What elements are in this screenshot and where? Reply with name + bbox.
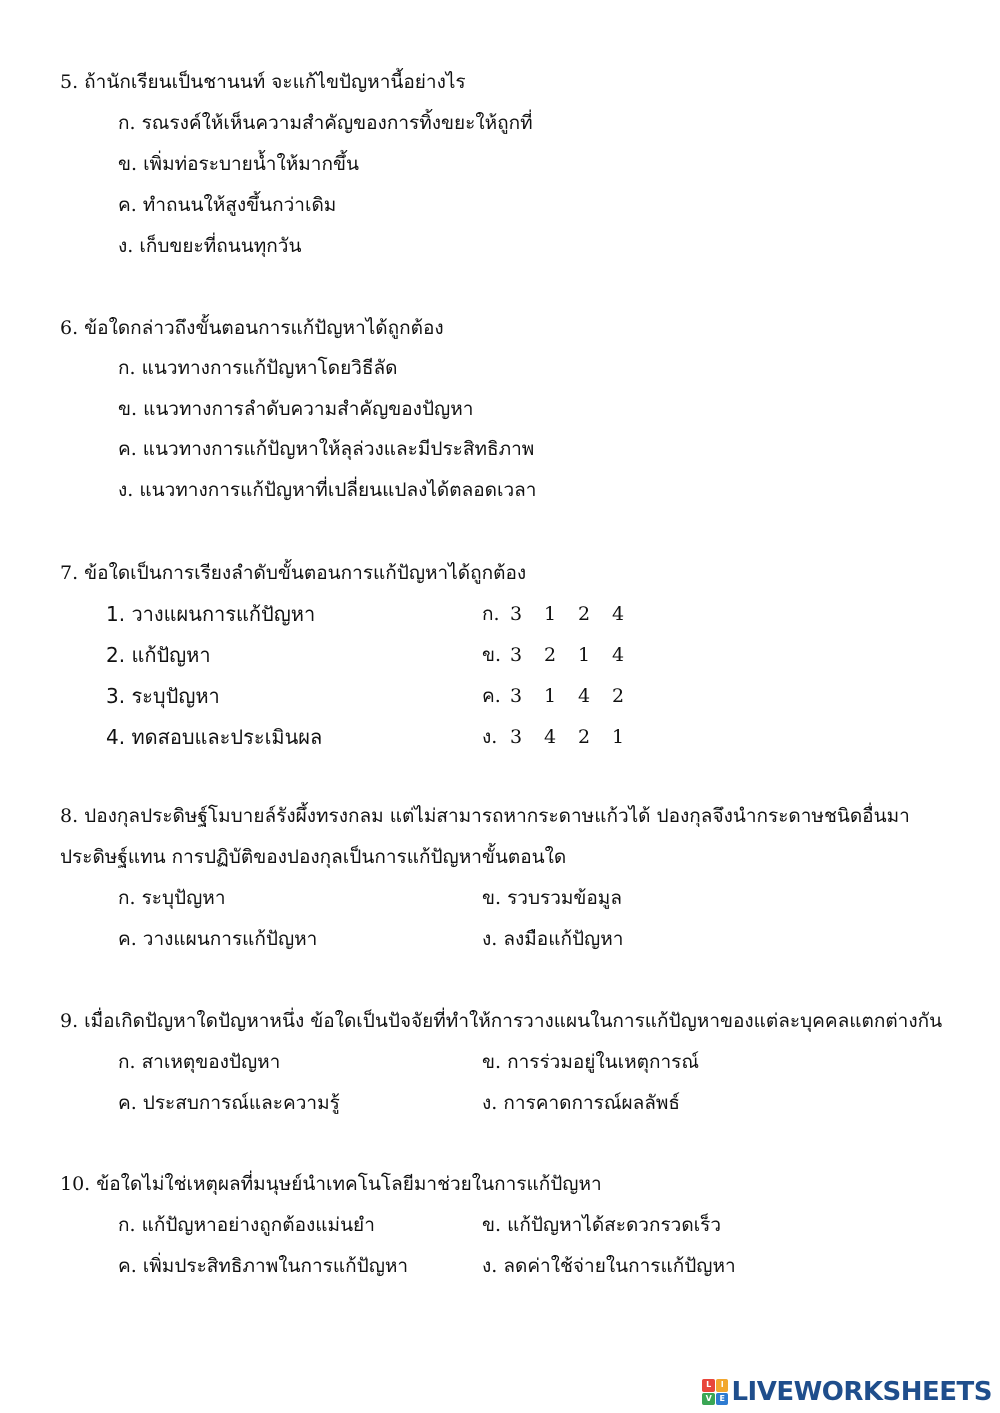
seq-value: 1 (612, 726, 625, 748)
q10-option-d: ง. ลดค่าใช้จ่ายในการแก้ปัญหา (482, 1255, 736, 1277)
seq-value: 4 (612, 644, 625, 666)
q6-option-d: ง. แนวทางการแก้ปัญหาที่เปลี่ยนแปลงได้ตลอดเวลา (118, 479, 537, 501)
q8-option-b: ข. รวบรวมข้อมูล (482, 887, 622, 909)
q6-option-c: ค. แนวทางการแก้ปัญหาให้ลุล่วงและมีประสิทธิภาพ (118, 438, 535, 460)
seq-value: 3 (510, 644, 523, 666)
q8-option-c: ค. วางแผนการแก้ปัญหา (118, 928, 318, 950)
q7-step-4: 4. ทดสอบและประเมินผล (106, 725, 323, 749)
q9-option-c: ค. ประสบการณ์และความรู้ (118, 1092, 340, 1114)
q10-option-c: ค. เพิ่มประสิทธิภาพในการแก้ปัญหา (118, 1255, 409, 1277)
q8-option-a: ก. ระบุปัญหา (118, 887, 226, 909)
seq-value: 4 (612, 603, 625, 625)
choice-key: ง. (482, 726, 498, 748)
q7-choice-d (482, 725, 646, 749)
q5-option-c: ค. ทำถนนให้สูงขึ้นกว่าเดิม (118, 194, 337, 216)
live-icon-letter: V (702, 1393, 715, 1406)
q10-option-b: ข. แก้ปัญหาได้สะดวกรวดเร็ว (482, 1214, 722, 1236)
q10-option-a: ก. แก้ปัญหาอย่างถูกต้องแม่นยำ (118, 1214, 375, 1236)
seq-value: 2 (578, 726, 591, 748)
live-icon-letter: E (716, 1393, 729, 1406)
question-9: 9. เมื่อเกิดปัญหาใดปัญหาหนึ่ง ข้อใดเป็นปัจจัยที่ทำให้การวางแผนในการแก้ปัญหาของแต่ละบุคคลแตกต่างกัน (60, 1010, 943, 1032)
question-6: 6. ข้อใดกล่าวถึงขั้นตอนการแก้ปัญหาได้ถูกต้อง (60, 317, 444, 339)
choice-key: ก. (482, 603, 500, 625)
liveworksheets-logo (702, 1377, 992, 1407)
seq-value: 3 (510, 726, 523, 748)
q9-option-d: ง. การคาดการณ์ผลลัพธ์ (482, 1092, 680, 1114)
seq-value: 2 (578, 603, 591, 625)
seq-value: 2 (544, 644, 557, 666)
live-icon-letter: I (716, 1379, 729, 1392)
brand-text: LIVEWORKSHEETS (731, 1377, 992, 1407)
seq-value: 4 (544, 726, 557, 748)
choice-key: ข. (482, 644, 502, 666)
question-7: 7. ข้อใดเป็นการเรียงลำดับขั้นตอนการแก้ปัญหาได้ถูกต้อง (60, 562, 527, 584)
seq-value: 1 (544, 685, 557, 707)
q7-step-3: 3. ระบุปัญหา (106, 684, 220, 708)
seq-value: 3 (510, 603, 523, 625)
seq-value: 2 (612, 685, 625, 707)
question-8-line-2: ประดิษฐ์แทน การปฏิบัติของปองกุลเป็นการแก้ปัญหาขั้นตอนใด (60, 846, 567, 868)
seq-value: 4 (578, 685, 591, 707)
q7-step-2: 2. แก้ปัญหา (106, 643, 211, 667)
q6-option-a: ก. แนวทางการแก้ปัญหาโดยวิธีลัด (118, 357, 398, 379)
q6-option-b: ข. แนวทางการลำดับความสำคัญของปัญหา (118, 398, 474, 420)
choice-key: ค. (482, 685, 501, 707)
question-5: 5. ถ้านักเรียนเป็นชานนท์ จะแก้ไขปัญหานี้อย่างไร (60, 71, 466, 93)
q7-choice-c (482, 684, 646, 708)
q9-option-a: ก. สาเหตุของปัญหา (118, 1051, 281, 1073)
q7-choice-a (482, 602, 646, 626)
q7-step-1: 1. วางแผนการแก้ปัญหา (106, 602, 316, 626)
question-10: 10. ข้อใดไม่ใช่เหตุผลที่มนุษย์นำเทคโนโลยีมาช่วยในการแก้ปัญหา (60, 1173, 602, 1195)
live-icon (702, 1379, 728, 1405)
seq-value: 3 (510, 685, 523, 707)
live-icon-letter: L (702, 1379, 715, 1392)
q5-option-b: ข. เพิ่มท่อระบายน้ำให้มากขึ้น (118, 153, 359, 175)
question-8: 8. ปองกุลประดิษฐ์โมบายล์รังผึ้งทรงกลม แต่ไม่สามารถหากระดาษแก้วได้ ปองกุลจึงนำกระดาษชนิดอื่นมา (60, 805, 910, 827)
seq-value: 1 (544, 603, 557, 625)
seq-value: 1 (578, 644, 591, 666)
q8-option-d: ง. ลงมือแก้ปัญหา (482, 928, 624, 950)
q9-option-b: ข. การร่วมอยู่ในเหตุการณ์ (482, 1051, 700, 1073)
q7-choice-b (482, 643, 646, 667)
q5-option-d: ง. เก็บขยะที่ถนนทุกวัน (118, 235, 302, 257)
q5-option-a: ก. รณรงค์ให้เห็นความสำคัญของการทิ้งขยะให้ถูกที่ (118, 112, 533, 134)
